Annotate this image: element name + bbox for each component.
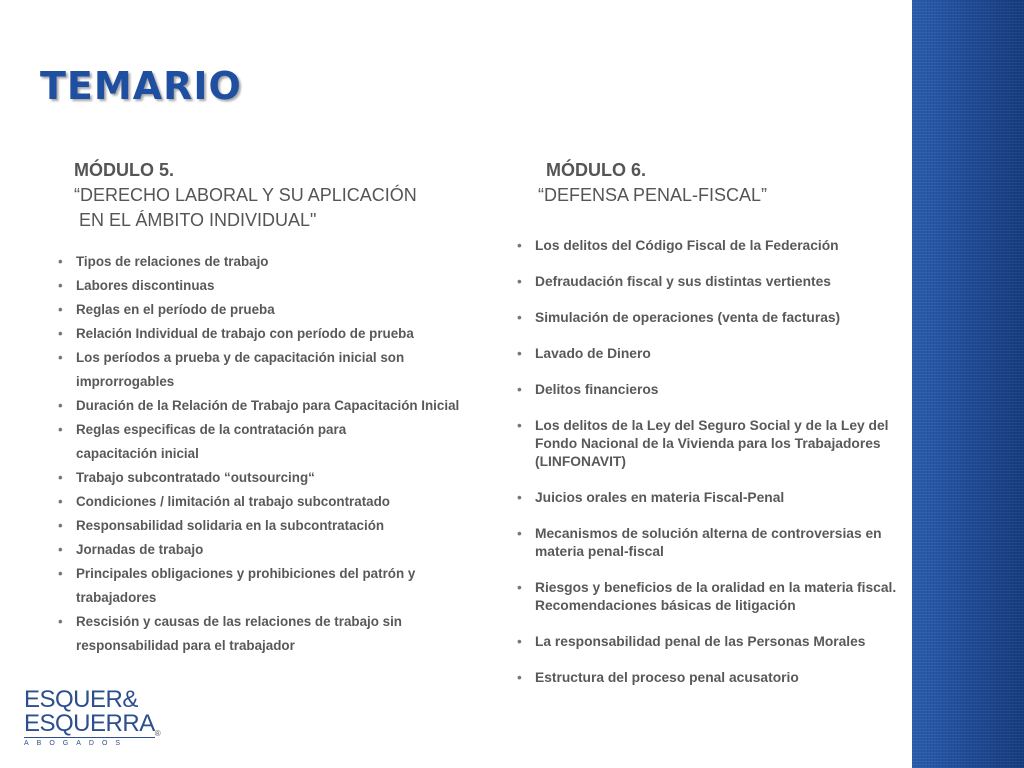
module-6-topic-list <box>535 237 905 705</box>
list-item: • Duración de la Relación de Trabajo para Capacitación Inicial <box>76 394 471 418</box>
list-item: • Principales obligaciones y prohibiciones del patrón y trabajadores <box>76 562 456 610</box>
list-item: • Los períodos a prueba y de capacitación inicial son improrrogables <box>76 346 446 394</box>
list-item: • Simulación de operaciones (venta de facturas) <box>535 309 905 327</box>
module-5-topic-list <box>76 250 476 658</box>
list-item: • Delitos financieros <box>535 381 905 399</box>
list-item: • Jornadas de trabajo <box>76 538 476 562</box>
list-item: • Responsabilidad solidaria en la subcontratación <box>76 514 476 538</box>
module-6-number: MÓDULO 6. <box>546 160 647 180</box>
list-item: • Juicios orales en materia Fiscal-Penal <box>535 489 905 507</box>
module-6-title-line1: “DEFENSA PENAL-FISCAL” <box>538 185 768 205</box>
list-item: • Estructura del proceso penal acusatorio <box>535 669 905 687</box>
module-6-heading <box>538 158 767 208</box>
list-item: • Labores discontinuas <box>76 274 476 298</box>
list-item: • Relación Individual de trabajo con período de prueba <box>76 322 476 346</box>
list-item: • Reglas en el período de prueba <box>76 298 476 322</box>
logo-line2: ESQUERRA <box>24 710 155 737</box>
company-logo <box>24 688 169 750</box>
list-item: • Condiciones / limitación al trabajo subcontratado <box>76 490 476 514</box>
list-item: • La responsabilidad penal de las Personas Morales <box>535 633 905 651</box>
list-item: • Defraudación fiscal y sus distintas vertientes <box>535 273 905 291</box>
list-item: • Los delitos del Código Fiscal de la Federación <box>535 237 905 255</box>
list-item: • Trabajo subcontratado “outsourcing“ <box>76 466 476 490</box>
list-item: • Lavado de Dinero <box>535 345 905 363</box>
module-5-title-line1: “DERECHO LABORAL Y SU APLICACIÓN <box>74 185 417 205</box>
logo-line3: ABOGADOS <box>24 740 129 747</box>
list-item: • Tipos de relaciones de trabajo <box>76 250 476 274</box>
module-5-heading <box>74 158 417 233</box>
list-item: • Riesgos y beneficios de la oralidad en la materia fiscal. Recomendaciones básicas de litigación <box>535 579 905 615</box>
module-5-title-line2: EN EL ÁMBITO INDIVIDUAL" <box>79 210 317 230</box>
list-item: • Rescisión y causas de las relaciones de trabajo sin responsabilidad para el trabajador <box>76 610 436 658</box>
list-item: • Reglas especificas de la contratación para capacitación inicial <box>76 418 396 466</box>
page-title: TEMARIO <box>40 64 242 108</box>
list-item: • Los delitos de la Ley del Seguro Social y de la Ley del Fondo Nacional de la Vivienda para los Trabajadores (LINFONAVIT) <box>535 417 905 471</box>
module-5-number: MÓDULO 5. <box>74 160 175 180</box>
decorative-sidebar <box>912 0 1024 768</box>
logo-registered-mark: ® <box>154 729 161 738</box>
list-item: • Mecanismos de solución alterna de controversias en materia penal-fiscal <box>535 525 905 561</box>
logo-line1: ESQUER& <box>24 686 138 713</box>
